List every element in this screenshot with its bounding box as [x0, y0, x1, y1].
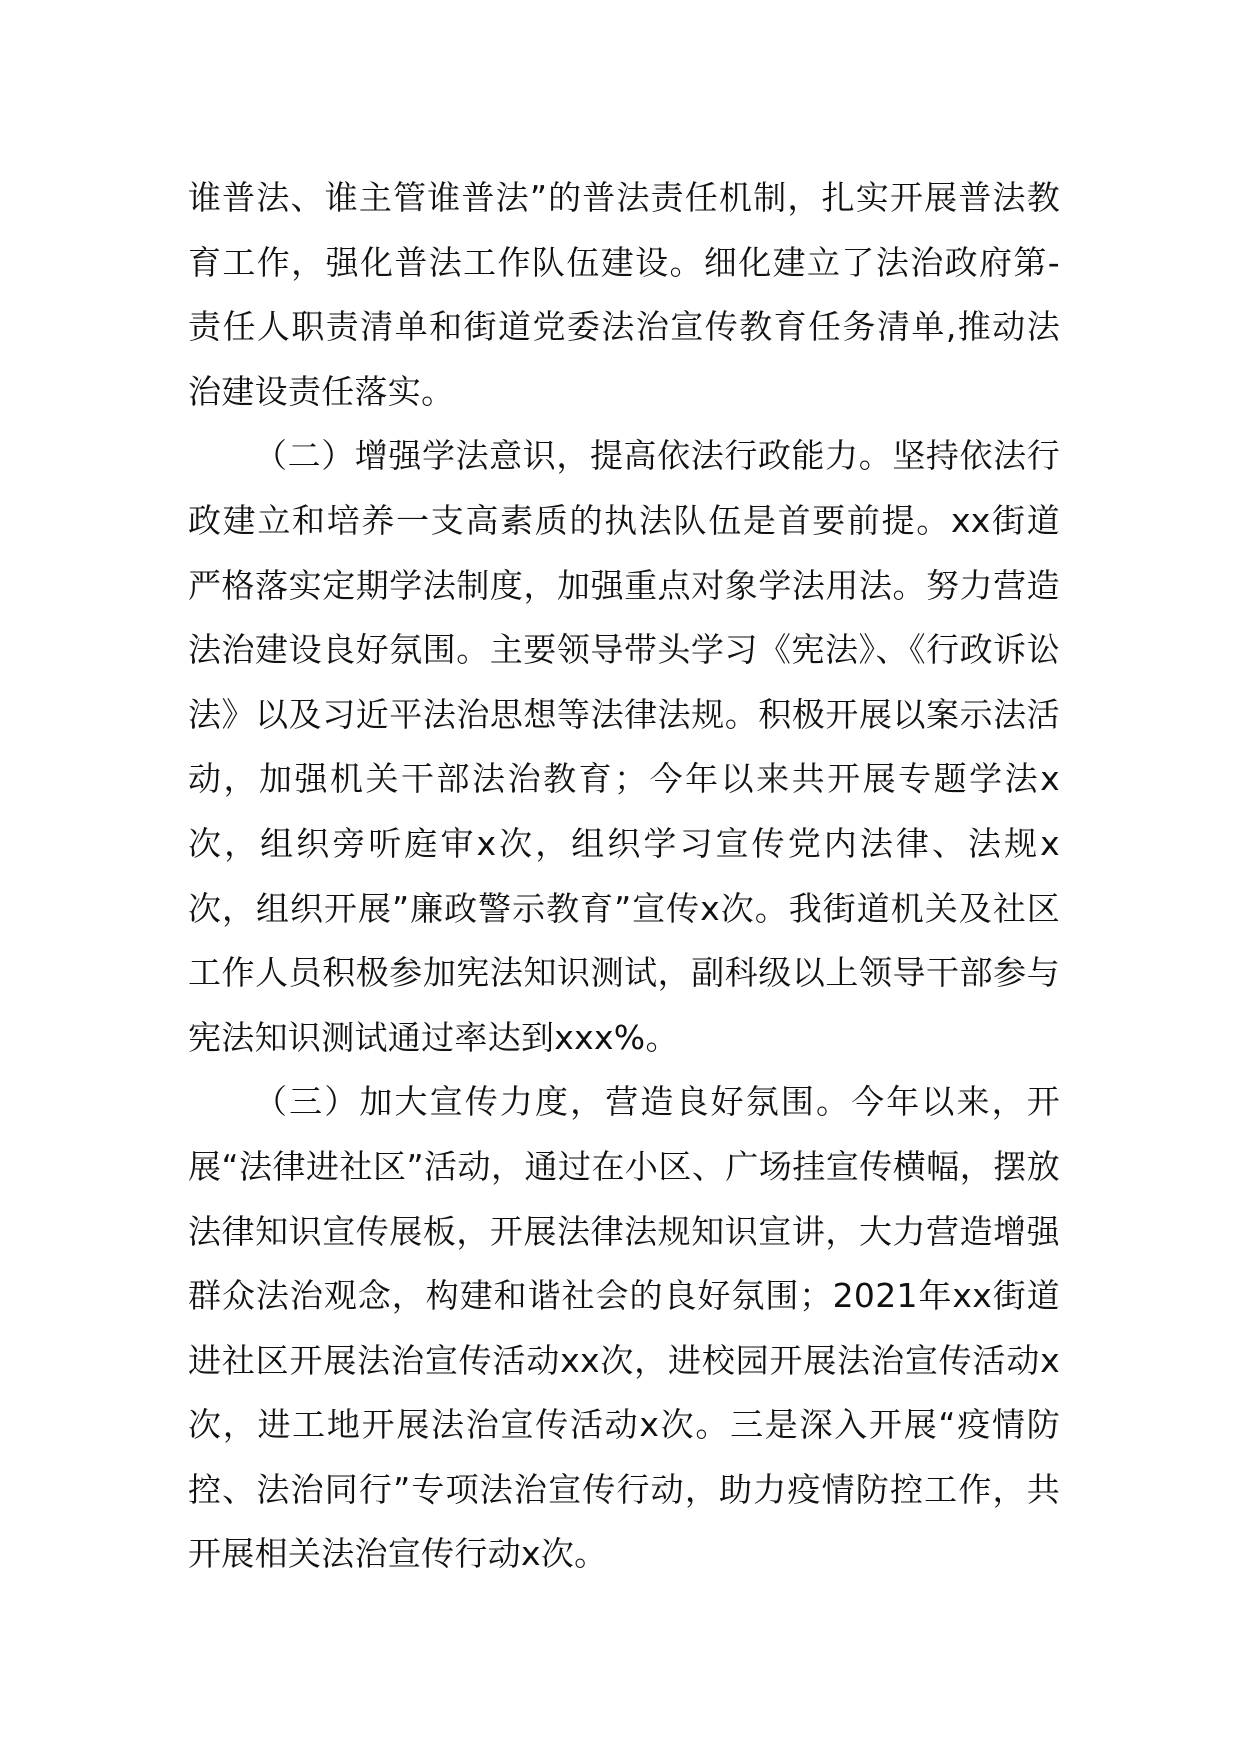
- paragraph-study-law-awareness: （二）增强学法意识，提高依法行政能力。坚持依法行政建立和培养一支高素质的执法队伍是首要前提。xx街道严格落实定期学法制度，加强重点对象学法用法。努力营造法治建设良好氛围。主要领导带头学习《宪法》、《行政诉讼法》以及习近平法治思想等法律法规。积极开展以案示法活动，加强机关干部法治教育；今年以来共开展专题学法x次，组织旁听庭审x次，组织学习宣传党内法律、法规x次，组织开展”廉政警示教育”宣传x次。我街道机关及社区工作人员积极参加宪法知识测试，副科级以上领导干部参与宪法知识测试通过率达到xxx%。: [188, 436, 1060, 1057]
- paragraph-responsibility-mechanism: 谁普法、谁主管谁普法”的普法责任机制，扎实开展普法教育工作，强化普法工作队伍建设。细化建立了法治政府第-责任人职责清单和街道党委法治宣传教育任务清单,推动法治建设责任落实。: [188, 178, 1060, 411]
- document-body: [188, 166, 1060, 1587]
- paragraph-publicity-efforts: （三）加大宣传力度，营造良好氛围。今年以来，开展“法律进社区”活动，通过在小区、广场挂宣传横幅，摆放法律知识宣传展板，开展法律法规知识宣讲，大力营造增强群众法治观念，构建和谐社会的良好氛围；2021年xx街道进社区开展法治宣传活动xx次，进校园开展法治宣传活动x次，进工地开展法治宣传活动x次。三是深入开展“疫情防控、法治同行”专项法治宣传行动，助力疫情防控工作，共开展相关法治宣传行动x次。: [188, 1082, 1060, 1574]
